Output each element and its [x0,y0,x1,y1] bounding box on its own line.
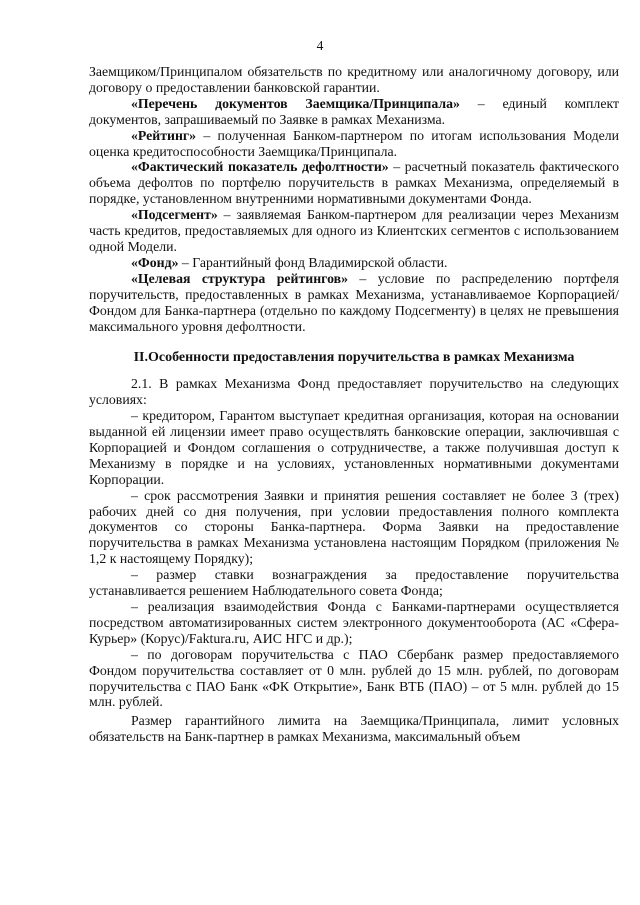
clause-item: – реализация взаимодействия Фонда с Банками-партнерами осуществляется посредством автоматизированных систем электронного документооборота (АС «Сфера-Курьер» (Корус)/Faktura.ru, АИС НГС и др.); [89,599,619,646]
definition-term: «Рейтинг» [131,127,197,143]
definition-item [89,159,619,207]
definition-term: «Подсегмент» [131,207,218,223]
definition-term: «Фонд» [131,254,179,270]
clause-item: – по договорам поручительства с ПАО Сбербанк размер предоставляемого Фондом поручительства составляет от 0 млн. рублей до 15 млн. рублей, по договорам поручительства с ПАО Банк «ФК Открытие», Банк ВТБ (ПАО) – от 5 млн. рублей до 15 млн. рублей. [89,646,619,710]
definition-text: – расчетный показатель фактического объема дефолтов по портфелю поручительств в рамках Механизма, определяемый в порядке, установленном внутренними нормативными документами Фонда. [89,159,619,207]
clause-item: – кредитором, Гарантом выступает кредитная организация, которая на основании выданной ей лицензии имеет право осуществлять банковские операции, заключившая с Корпорацией и Фондом соглашения о сотрудничестве, а также получившая доступ к Механизму в порядке и на условиях, установленных нормативными документами Корпорации. [89,408,619,487]
definition-item [89,207,619,255]
page-content [89,64,619,745]
definition-item [89,271,619,335]
definition-text: – единый комплект документов, запрашиваемый по Заявке в рамках Механизма. [89,95,619,127]
definition-item [89,255,619,271]
definition-term: «Перечень документов Заемщика/Принципала» [131,95,460,111]
definition-continuation [89,64,619,96]
definition-term: «Фактический показатель дефолтности» [131,159,389,175]
definition-text: – полученная Банком-партнером по итогам использования Модели оценка кредитоспособности Заемщика/Принципала. [89,127,619,159]
definition-text: Заемщиком/Принципалом обязательств по кредитному или аналогичному договору, или договору о предоставлении банковской гарантии. [89,64,619,95]
definition-term: «Целевая структура рейтингов» [131,270,348,286]
definition-text: – Гарантийный фонд Владимирской области. [178,254,448,270]
page-number: 4 [316,38,324,53]
clause-item: – размер ставки вознаграждения за предоставление поручительства устанавливается решением Наблюдательного совета Фонда; [89,567,619,599]
definition-item [89,96,619,128]
clause-paragraph: 2.1. В рамках Механизма Фонд предоставляет поручительство на следующих условиях: [89,376,619,408]
definition-text: – заявляемая Банком-партнером для реализации через Механизм часть кредитов, предоставляемых для одного из Клиентских сегментов с использованием одной Модели. [89,207,619,254]
clause-item: – срок рассмотрения Заявки и принятия решения составляет не более 3 (трех) рабочих дней со дня получения, при условии предоставления полного комплекта документов со стороны Банка-партнера. Форма Заявки на предоставление поручительства в рамках Механизма установлена настоящим Порядком (приложения № 1,2 к настоящему Порядку); [89,487,619,567]
definition-text: – условие по распределению портфеля поручительств, предоставленных в рамках Механизма, устанавливаемое Корпорацией/Фондом для Банка-партнера (отдельно по каждому Подсегменту) в целях не превышения максимального уровня дефолтности. [89,270,620,334]
clause-paragraph: Размер гарантийного лимита на Заемщика/Принципала, лимит условных обязательств на Банк-партнер в рамках Механизма, максимальный объем [89,713,619,745]
definition-item [89,128,619,160]
section-title: II.Особенности предоставления поручительства в рамках Механизма [133,350,575,366]
